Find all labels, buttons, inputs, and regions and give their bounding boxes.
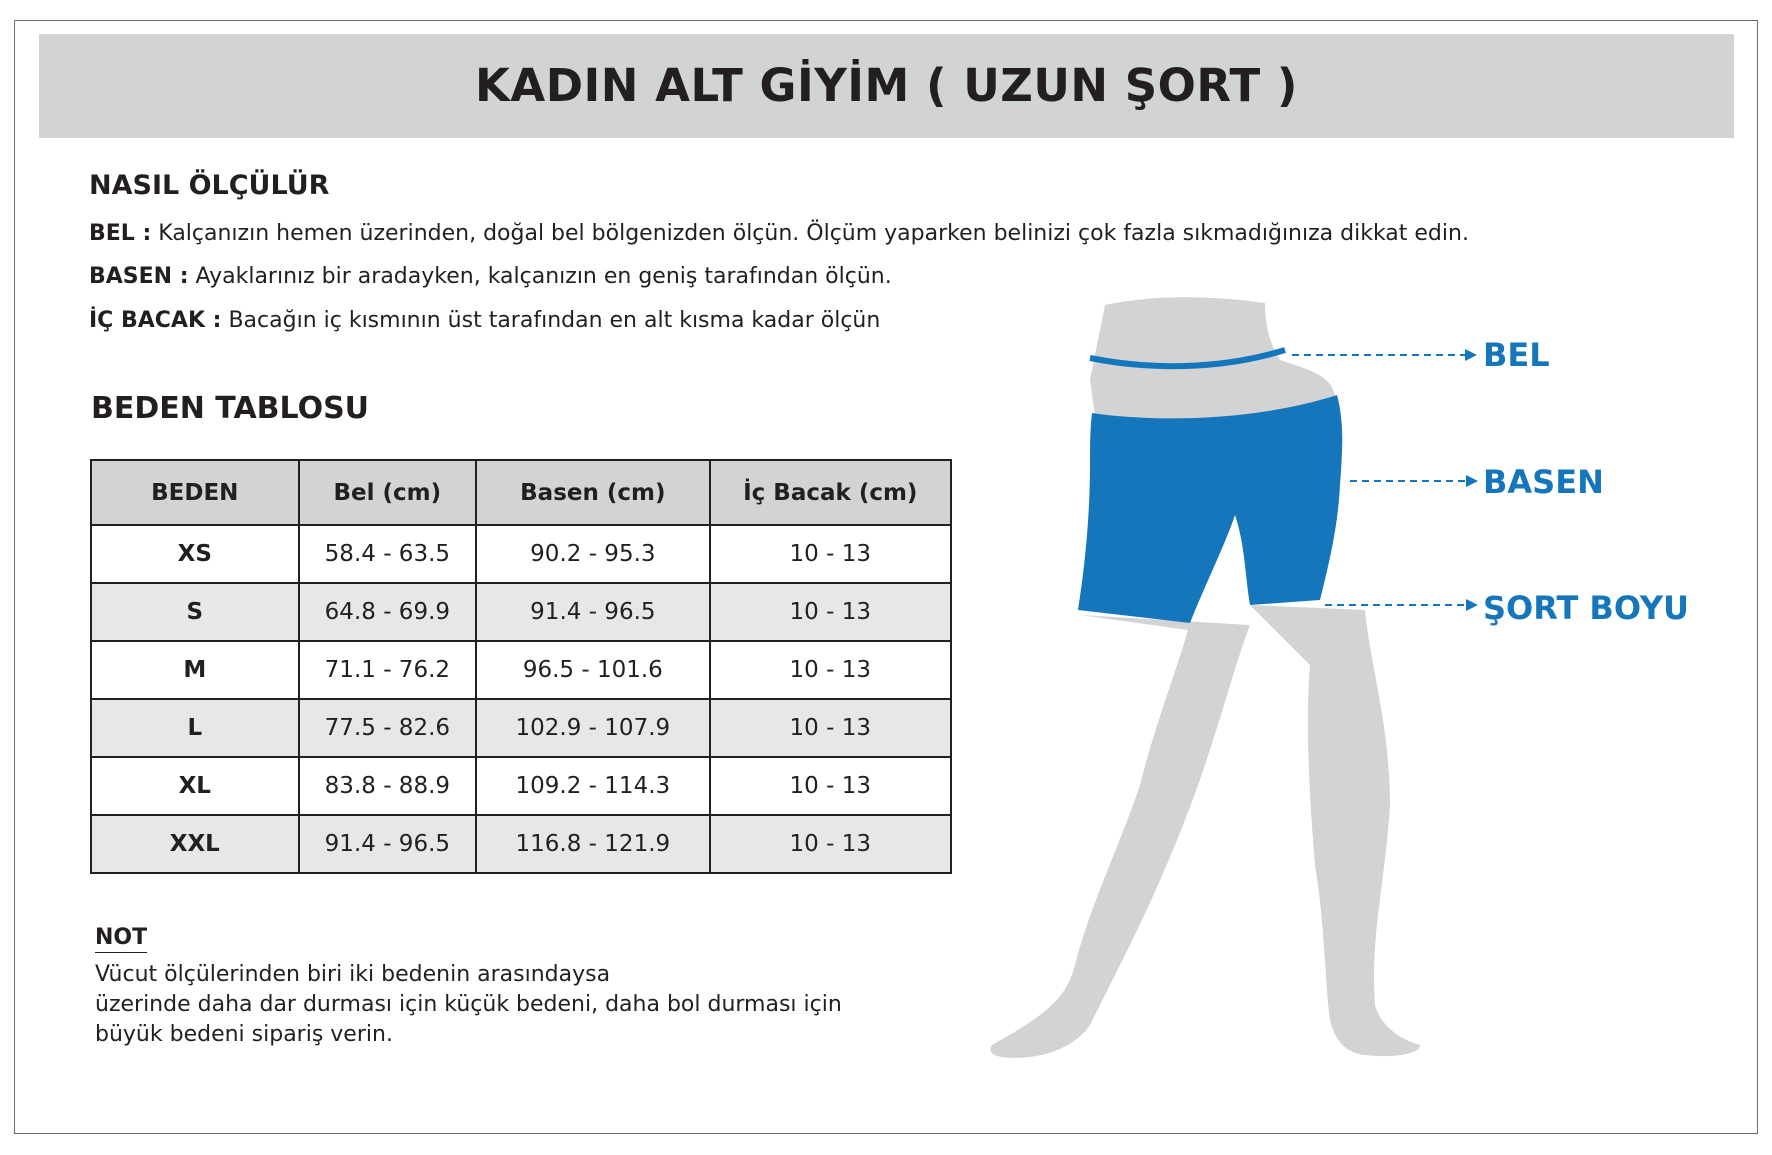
measure-inseam: [89, 308, 880, 333]
short-length-callout-label: ŞORT BOYU: [1483, 589, 1690, 627]
note-title: NOT: [95, 925, 147, 953]
hip-arrowhead-icon: [1466, 475, 1478, 487]
table-row: [91, 815, 951, 873]
table-row: [91, 699, 951, 757]
shorts-shape: [1078, 395, 1342, 623]
size-cell: XXL: [91, 815, 299, 873]
waist-cell: 71.1 - 76.2: [299, 641, 477, 699]
title-banner: [39, 34, 1734, 138]
table-row: [91, 757, 951, 815]
note-line: büyük bedeni sipariş verin.: [95, 1022, 393, 1047]
size-cell: XL: [91, 757, 299, 815]
table-header-row: [91, 460, 951, 525]
inseam-cell: 10 - 13: [710, 641, 951, 699]
hip-cell: 91.4 - 96.5: [476, 583, 709, 641]
short-length-arrowhead-icon: [1466, 599, 1478, 611]
hip-callout-label: BASEN: [1483, 463, 1604, 501]
measure-hip: [89, 264, 892, 289]
waist-cell: 91.4 - 96.5: [299, 815, 477, 873]
page-title: KADIN ALT GİYİM ( UZUN ŞORT ): [475, 59, 1298, 112]
column-header-hip: Basen (cm): [476, 460, 709, 525]
measure-waist-label: BEL :: [89, 221, 152, 246]
hip-cell: 90.2 - 95.3: [476, 525, 709, 583]
measure-hip-label: BASEN :: [89, 264, 189, 289]
column-header-inseam: İç Bacak (cm): [710, 460, 951, 525]
size-table-heading: BEDEN TABLOSU: [91, 391, 370, 426]
waist-arrowhead-icon: [1465, 349, 1477, 361]
hip-cell: 102.9 - 107.9: [476, 699, 709, 757]
size-cell: M: [91, 641, 299, 699]
how-to-measure-heading: NASIL ÖLÇÜLÜR: [89, 170, 330, 201]
hip-cell: 109.2 - 114.3: [476, 757, 709, 815]
size-cell: L: [91, 699, 299, 757]
size-table: [90, 459, 952, 874]
inseam-cell: 10 - 13: [710, 757, 951, 815]
table-row: [91, 525, 951, 583]
measure-waist-text: Kalçanızın hemen üzerinden, doğal bel bölgenizden ölçün. Ölçüm yaparken belinizi çok fazla sıkmadığınıza dikkat edin.: [151, 221, 1469, 246]
inseam-cell: 10 - 13: [710, 815, 951, 873]
measure-inseam-text: Bacağın iç kısmının üst tarafından en alt kısma kadar ölçün: [221, 308, 881, 333]
waist-cell: 64.8 - 69.9: [299, 583, 477, 641]
table-row: [91, 641, 951, 699]
waist-cell: 58.4 - 63.5: [299, 525, 477, 583]
column-header-size: BEDEN: [91, 460, 299, 525]
note-line: Vücut ölçülerinden biri iki bedenin arasındaysa: [95, 962, 611, 987]
inseam-cell: 10 - 13: [710, 583, 951, 641]
hip-cell: 116.8 - 121.9: [476, 815, 709, 873]
column-header-waist: Bel (cm): [299, 460, 477, 525]
table-row: [91, 583, 951, 641]
inseam-cell: 10 - 13: [710, 699, 951, 757]
right-leg-shape: [1250, 605, 1420, 1056]
measure-inseam-label: İÇ BACAK :: [89, 308, 222, 333]
measure-waist: [89, 221, 1469, 246]
size-cell: XS: [91, 525, 299, 583]
measure-hip-text: Ayaklarınız bir aradayken, kalçanızın en geniş tarafından ölçün.: [188, 264, 892, 289]
inseam-cell: 10 - 13: [710, 525, 951, 583]
hip-cell: 96.5 - 101.6: [476, 641, 709, 699]
waist-cell: 83.8 - 88.9: [299, 757, 477, 815]
note-text: [95, 960, 842, 1050]
body-figure-illustration: [980, 285, 1750, 1085]
waist-callout-label: BEL: [1483, 336, 1550, 374]
waist-cell: 77.5 - 82.6: [299, 699, 477, 757]
note-line: üzerinde daha dar durması için küçük bedeni, daha bol durması için: [95, 992, 842, 1017]
left-leg-shape: [990, 615, 1250, 1058]
size-cell: S: [91, 583, 299, 641]
